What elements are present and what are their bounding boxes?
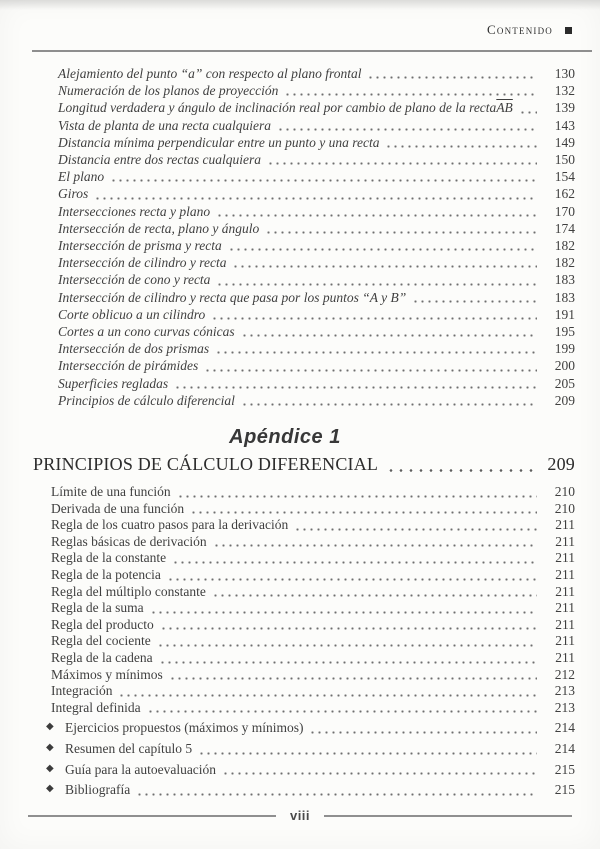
toc-entry-title: Distancia mínima perpendicular entre un punto y una recta xyxy=(58,134,380,150)
toc-entry xyxy=(33,600,575,617)
toc-dots-leader xyxy=(147,710,537,713)
page-footer xyxy=(0,808,600,823)
toc-entry-title: Distancia entre dos rectas cualquiera xyxy=(58,152,261,168)
toc-page-number: 182 xyxy=(554,238,575,254)
toc-entry xyxy=(33,484,575,501)
appendix-title: PRINCIPIOS DE CÁLCULO DIFERENCIAL xyxy=(33,454,379,475)
toc-entry xyxy=(33,667,575,684)
toc-main-list xyxy=(33,65,575,409)
toc-page-number: 154 xyxy=(554,169,575,185)
toc-page-number: 215 xyxy=(554,761,575,777)
toc-entry xyxy=(33,633,575,650)
toc-dots-leader xyxy=(309,731,537,734)
toc-dots-leader xyxy=(169,677,537,680)
toc-page-number: 130 xyxy=(554,66,575,81)
toc-page-number: 150 xyxy=(554,152,575,168)
toc-page-number: 209 xyxy=(554,392,575,408)
toc-dots-leader xyxy=(519,111,537,114)
toc-dots-leader xyxy=(215,351,537,354)
footer-rule-left xyxy=(28,815,276,817)
toc-page-number: 211 xyxy=(555,567,575,583)
toc-dots-leader xyxy=(94,197,537,200)
toc-entry-title-overline: $\overline{AB}$ xyxy=(496,100,513,116)
diamond-bullet-icon: ◆ xyxy=(46,762,54,774)
toc-entry xyxy=(33,617,575,634)
toc-entry-title: Intersección de recta, plano y ángulo xyxy=(58,220,260,236)
toc-page-number: 211 xyxy=(555,533,575,549)
toc-page-number: 170 xyxy=(554,203,575,219)
toc-entry xyxy=(33,117,575,134)
toc-entry-title: Intersección de pirámides xyxy=(58,358,199,374)
toc-entry xyxy=(33,778,575,799)
toc-dots-leader xyxy=(412,300,537,303)
toc-dots-leader xyxy=(267,162,537,165)
toc-entry-title: Intersección de cilindro y recta que pasa por los puntos “A y B” xyxy=(58,289,407,305)
toc-entry xyxy=(33,237,575,254)
toc-entry-title: Regla del cociente xyxy=(51,633,151,649)
toc-page-number: 139 xyxy=(554,100,575,116)
toc-entry-title: Regla de la potencia xyxy=(51,567,161,583)
appendix-heading-row xyxy=(33,451,575,477)
toc-content xyxy=(0,65,600,799)
toc-page-number: 213 xyxy=(554,683,575,699)
toc-entry xyxy=(33,517,575,534)
toc-entry xyxy=(33,271,575,288)
toc-entry-title: Límite de una función xyxy=(51,484,171,500)
footer-rule-right xyxy=(324,815,572,817)
toc-entry-title: Intersecciones recta y plano xyxy=(58,203,211,219)
toc-dots-leader xyxy=(211,317,537,320)
toc-dots-leader xyxy=(284,93,537,96)
toc-entry xyxy=(33,550,575,567)
toc-page-number: 211 xyxy=(555,616,575,632)
toc-entry-title: Superficies regladas xyxy=(58,375,169,391)
toc-page-number: 162 xyxy=(554,186,575,202)
toc-entry xyxy=(33,650,575,667)
toc-entry xyxy=(33,65,575,82)
toc-entry xyxy=(33,151,575,168)
toc-entry-title: Cortes a un cono curvas cónicas xyxy=(58,324,235,340)
toc-entry-title: Integral definida xyxy=(51,699,141,715)
toc-entry xyxy=(33,501,575,518)
toc-entry-title: Longitud verdadera y ángulo de inclinación real por cambio de plano de la recta xyxy=(58,100,497,116)
toc-entry-title: Vista de planta de una recta cualquiera xyxy=(58,117,271,133)
toc-entry xyxy=(33,323,575,340)
toc-entry xyxy=(33,737,575,758)
toc-page-number: 205 xyxy=(554,375,575,391)
toc-entry-title: Guía para la autoevaluación xyxy=(65,761,217,777)
toc-page-number: 143 xyxy=(554,117,575,133)
toc-dots-leader xyxy=(160,627,537,630)
toc-page-number: 174 xyxy=(554,220,575,236)
toc-page-number: 212 xyxy=(554,666,575,682)
toc-dots-leader xyxy=(157,644,537,647)
toc-page-number: 183 xyxy=(554,289,575,305)
toc-entry xyxy=(33,567,575,584)
toc-entry-title: Intersección de prisma y recta xyxy=(58,238,222,254)
toc-page-number: 195 xyxy=(554,324,575,340)
toc-entry-title: Resumen del capítulo 5 xyxy=(65,740,193,756)
toc-entry xyxy=(33,203,575,220)
toc-page-number: 199 xyxy=(554,341,575,357)
toc-entry xyxy=(33,700,575,717)
toc-entry-title: Ejercicios propuestos (máximos y mínimos) xyxy=(65,720,304,736)
toc-entry xyxy=(33,134,575,151)
toc-page-number: 132 xyxy=(554,83,575,99)
toc-entry-title: Numeración de los planos de proyección xyxy=(58,83,279,99)
toc-dots-leader xyxy=(118,694,537,697)
appendix-page-number: 209 xyxy=(547,454,575,475)
toc-dots-leader xyxy=(385,145,537,148)
toc-dots-leader xyxy=(216,214,537,217)
toc-dots-leader xyxy=(367,76,537,79)
toc-page-number: 200 xyxy=(554,358,575,374)
toc-dots-leader xyxy=(198,752,537,755)
footer-page-number: viii xyxy=(289,808,311,823)
toc-dots-leader xyxy=(265,231,537,234)
toc-dots-leader xyxy=(222,772,537,775)
toc-entry-title: Corte oblicuo a un cilindro xyxy=(58,306,206,322)
toc-page-number: 210 xyxy=(554,484,575,500)
contents-header-label: Contenido xyxy=(487,22,553,37)
toc-page-number: 191 xyxy=(554,306,575,322)
toc-entry-title: Regla del producto xyxy=(51,616,154,632)
toc-page-number: 183 xyxy=(554,272,575,288)
appendix-kicker: Apéndice 1 xyxy=(229,426,341,449)
toc-page-number: 211 xyxy=(555,550,575,566)
toc-dots-leader xyxy=(294,528,537,531)
toc-page-number: 211 xyxy=(555,583,575,599)
toc-dots-leader xyxy=(167,578,537,581)
toc-entry xyxy=(33,254,575,271)
toc-page-number: 211 xyxy=(555,600,575,616)
toc-entry xyxy=(33,82,575,99)
toc-entry-title: Regla de la cadena xyxy=(51,650,153,665)
toc-dots-leader xyxy=(216,283,537,286)
toc-dots-leader xyxy=(174,386,537,389)
toc-entry xyxy=(33,584,575,601)
toc-dots-leader xyxy=(172,561,537,564)
toc-entry-title: Bibliografía xyxy=(65,782,131,798)
toc-page-number: 211 xyxy=(555,633,575,649)
toc-entry-title: Alejamiento del punto “a” con respecto al plano frontal xyxy=(58,66,362,81)
page-header xyxy=(0,0,600,39)
toc-dots-leader xyxy=(232,265,537,268)
toc-entry xyxy=(33,392,575,409)
toc-appendix-list xyxy=(33,484,575,799)
toc-page-number: 213 xyxy=(554,699,575,715)
diamond-bullet-icon: ◆ xyxy=(46,783,54,795)
toc-entry xyxy=(33,375,575,392)
toc-entry-title: El plano xyxy=(58,169,105,185)
toc-dots-leader xyxy=(228,248,537,251)
toc-dots-leader xyxy=(212,594,537,597)
toc-page-number: 149 xyxy=(554,134,575,150)
toc-entry xyxy=(33,357,575,374)
toc-dots-leader xyxy=(213,544,537,547)
toc-entry-title: Integración xyxy=(51,683,113,699)
toc-entry xyxy=(33,289,575,306)
toc-entry-title: Intersección de cilindro y recta xyxy=(58,255,227,271)
toc-page-number: 211 xyxy=(555,650,575,665)
toc-entry xyxy=(33,683,575,700)
toc-dots-leader xyxy=(190,511,537,514)
toc-entry xyxy=(33,220,575,237)
toc-entry-title: Intersección de cono y recta xyxy=(58,272,211,288)
toc-dots-leader xyxy=(386,469,533,472)
toc-entry-title: Principios de cálculo diferencial xyxy=(58,392,235,408)
toc-entry xyxy=(33,306,575,323)
toc-page-number: 182 xyxy=(554,255,575,271)
header-rule xyxy=(32,50,592,52)
toc-entry-title: Regla de la constante xyxy=(51,550,167,566)
toc-dots-leader xyxy=(204,369,537,372)
toc-entry-title: Máximos y mínimos xyxy=(51,666,163,682)
toc-entry xyxy=(33,716,575,737)
diamond-bullet-icon: ◆ xyxy=(46,741,54,753)
toc-entry xyxy=(33,340,575,357)
toc-entry xyxy=(33,534,575,551)
toc-dots-leader xyxy=(159,661,537,664)
toc-dots-leader xyxy=(177,495,537,498)
toc-entry xyxy=(33,168,575,185)
toc-entry-title: Giros xyxy=(58,186,89,202)
toc-entry xyxy=(33,99,575,116)
toc-entry xyxy=(33,758,575,779)
toc-dots-leader xyxy=(277,128,537,131)
toc-page-number: 214 xyxy=(554,740,575,756)
section-square-icon xyxy=(565,27,572,34)
toc-dots-leader xyxy=(241,403,537,406)
toc-entry-title: Regla del múltiplo constante xyxy=(51,583,206,599)
toc-dots-leader xyxy=(110,179,537,182)
toc-entry-title: Derivada de una función xyxy=(51,500,185,516)
toc-page-number: 210 xyxy=(554,500,575,516)
toc-entry xyxy=(33,185,575,202)
toc-dots-leader xyxy=(136,793,537,796)
toc-entry-title: Intersección de dos prismas xyxy=(58,341,210,357)
toc-page-number: 214 xyxy=(554,720,575,736)
toc-entry-title: Regla de la suma xyxy=(51,600,144,616)
toc-entry-title: Regla de los cuatro pasos para la derivación xyxy=(51,517,289,533)
toc-dots-leader xyxy=(241,334,537,337)
toc-page-number: 211 xyxy=(555,517,575,533)
toc-page-number: 215 xyxy=(554,782,575,798)
toc-dots-leader xyxy=(150,611,537,614)
diamond-bullet-icon: ◆ xyxy=(46,721,54,733)
toc-entry-title: Reglas básicas de derivación xyxy=(51,533,207,549)
